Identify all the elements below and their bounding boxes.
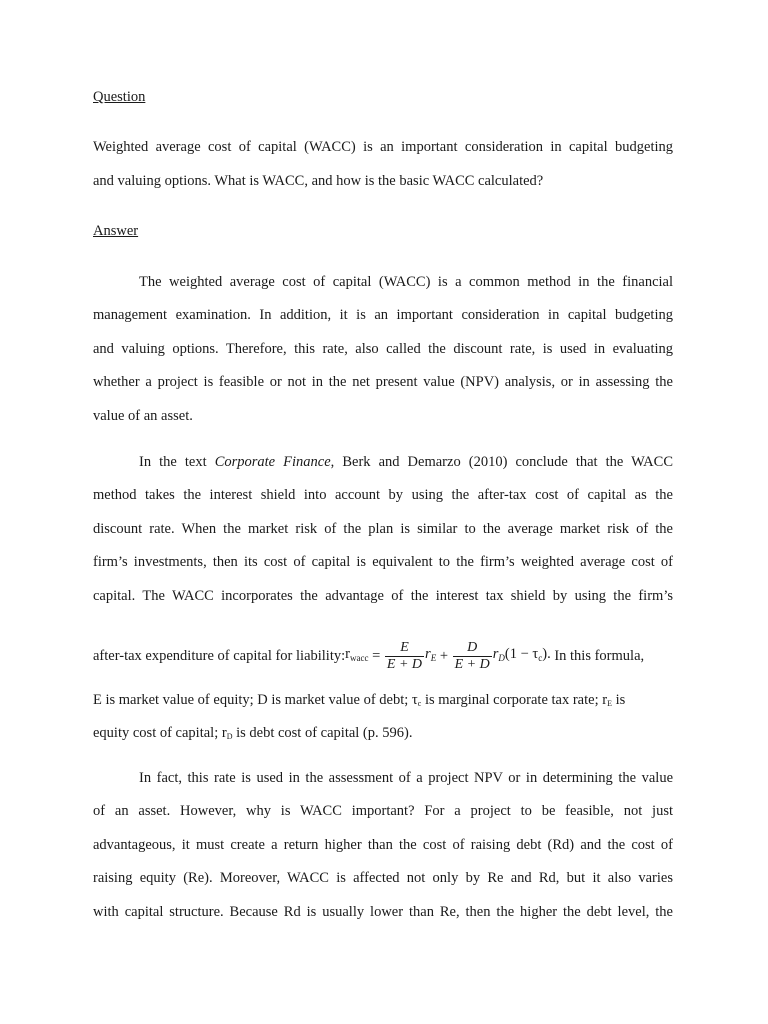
formula-equals: = <box>368 648 384 664</box>
formula-plus: + <box>436 648 452 664</box>
paragraph-2-line-1-after: , Berk and Demarzo (2010) conclude that the WACC <box>330 454 674 470</box>
book-title: Corporate Finance <box>214 454 331 470</box>
paragraph-1-line-1: The weighted average cost of capital (WACC) is a common method in the financial <box>139 274 673 290</box>
definitions-line-2: equity cost of capital; rD is debt cost of capital (p. 596). <box>93 725 413 741</box>
formula-lead-text: after-tax expenditure of capital for liability: <box>93 648 346 664</box>
paragraph-1-line-5: value of an asset. <box>93 408 193 424</box>
formula-fraction-equity: $\frac{E}{E + D}$ <box>386 639 423 672</box>
formula-lhs: $r_{wacc}$ <box>345 646 369 663</box>
paragraph-2-line-3: discount rate. When the market risk of the plan is similar to the average market risk of the <box>93 521 673 537</box>
formula-r-debt: $r_D$ <box>492 646 505 663</box>
paragraph-2-line-4: firm’s investments, then its cost of capital is equivalent to the firm’s weighted average cost of <box>93 554 673 570</box>
definitions-line-1: E is market value of equity; D is market value of debt; τc is marginal corporate tax rate; rE is <box>93 692 626 708</box>
paragraph-3-line-3: advantageous, it must create a return higher than the cost of raising debt (Rd) and the cost of <box>93 837 673 853</box>
paragraph-1-line-3: and valuing options. Therefore, this rate, also called the discount rate, is used in evaluating <box>93 341 673 357</box>
wacc-formula-line <box>93 636 644 676</box>
paragraph-2-line-1 <box>139 453 673 471</box>
paragraph-1-line-4: whether a project is feasible or not in the net present value (NPV) analysis, or in assessing the <box>93 374 673 390</box>
paragraph-3-line-5: with capital structure. Because Rd is usually lower than Re, then the higher the debt level, the <box>93 904 673 920</box>
question-line-2: and valuing options. What is WACC, and how is the basic WACC calculated? <box>93 173 544 189</box>
question-heading: Question <box>93 89 146 105</box>
formula-tax-term: $(1 - \tau_c)$. <box>504 646 551 663</box>
paragraph-3-line-2: of an asset. However, why is WACC important? For a project to be feasible, not just <box>93 803 673 819</box>
paragraph-2-line-1-before: In the text <box>139 454 215 470</box>
paragraph-2-line-5: capital. The WACC incorporates the advantage of the interest tax shield by using the firm’s <box>93 588 673 604</box>
paragraph-2-line-2: method takes the interest shield into account by using the after-tax cost of capital as the <box>93 487 673 503</box>
paragraph-3-line-1: In fact, this rate is used in the assessment of a project NPV or in determining the value <box>139 770 673 786</box>
formula-fraction-debt: $\frac{D}{E + D}$ <box>454 639 490 672</box>
wacc-formula <box>345 640 551 673</box>
paragraph-3-line-4: raising equity (Re). Moreover, WACC is affected not only by Re and Rd, but it also varies <box>93 870 673 886</box>
question-line-1: Weighted average cost of capital (WACC) is an important consideration in capital budgeting <box>93 139 673 155</box>
answer-heading: Answer <box>93 223 139 239</box>
formula-r-equity: $r_E$ <box>425 646 437 663</box>
formula-after-text: In this formula, <box>550 648 645 664</box>
paragraph-1-line-2: management examination. In addition, it is an important consideration in capital budgeting <box>93 307 673 323</box>
